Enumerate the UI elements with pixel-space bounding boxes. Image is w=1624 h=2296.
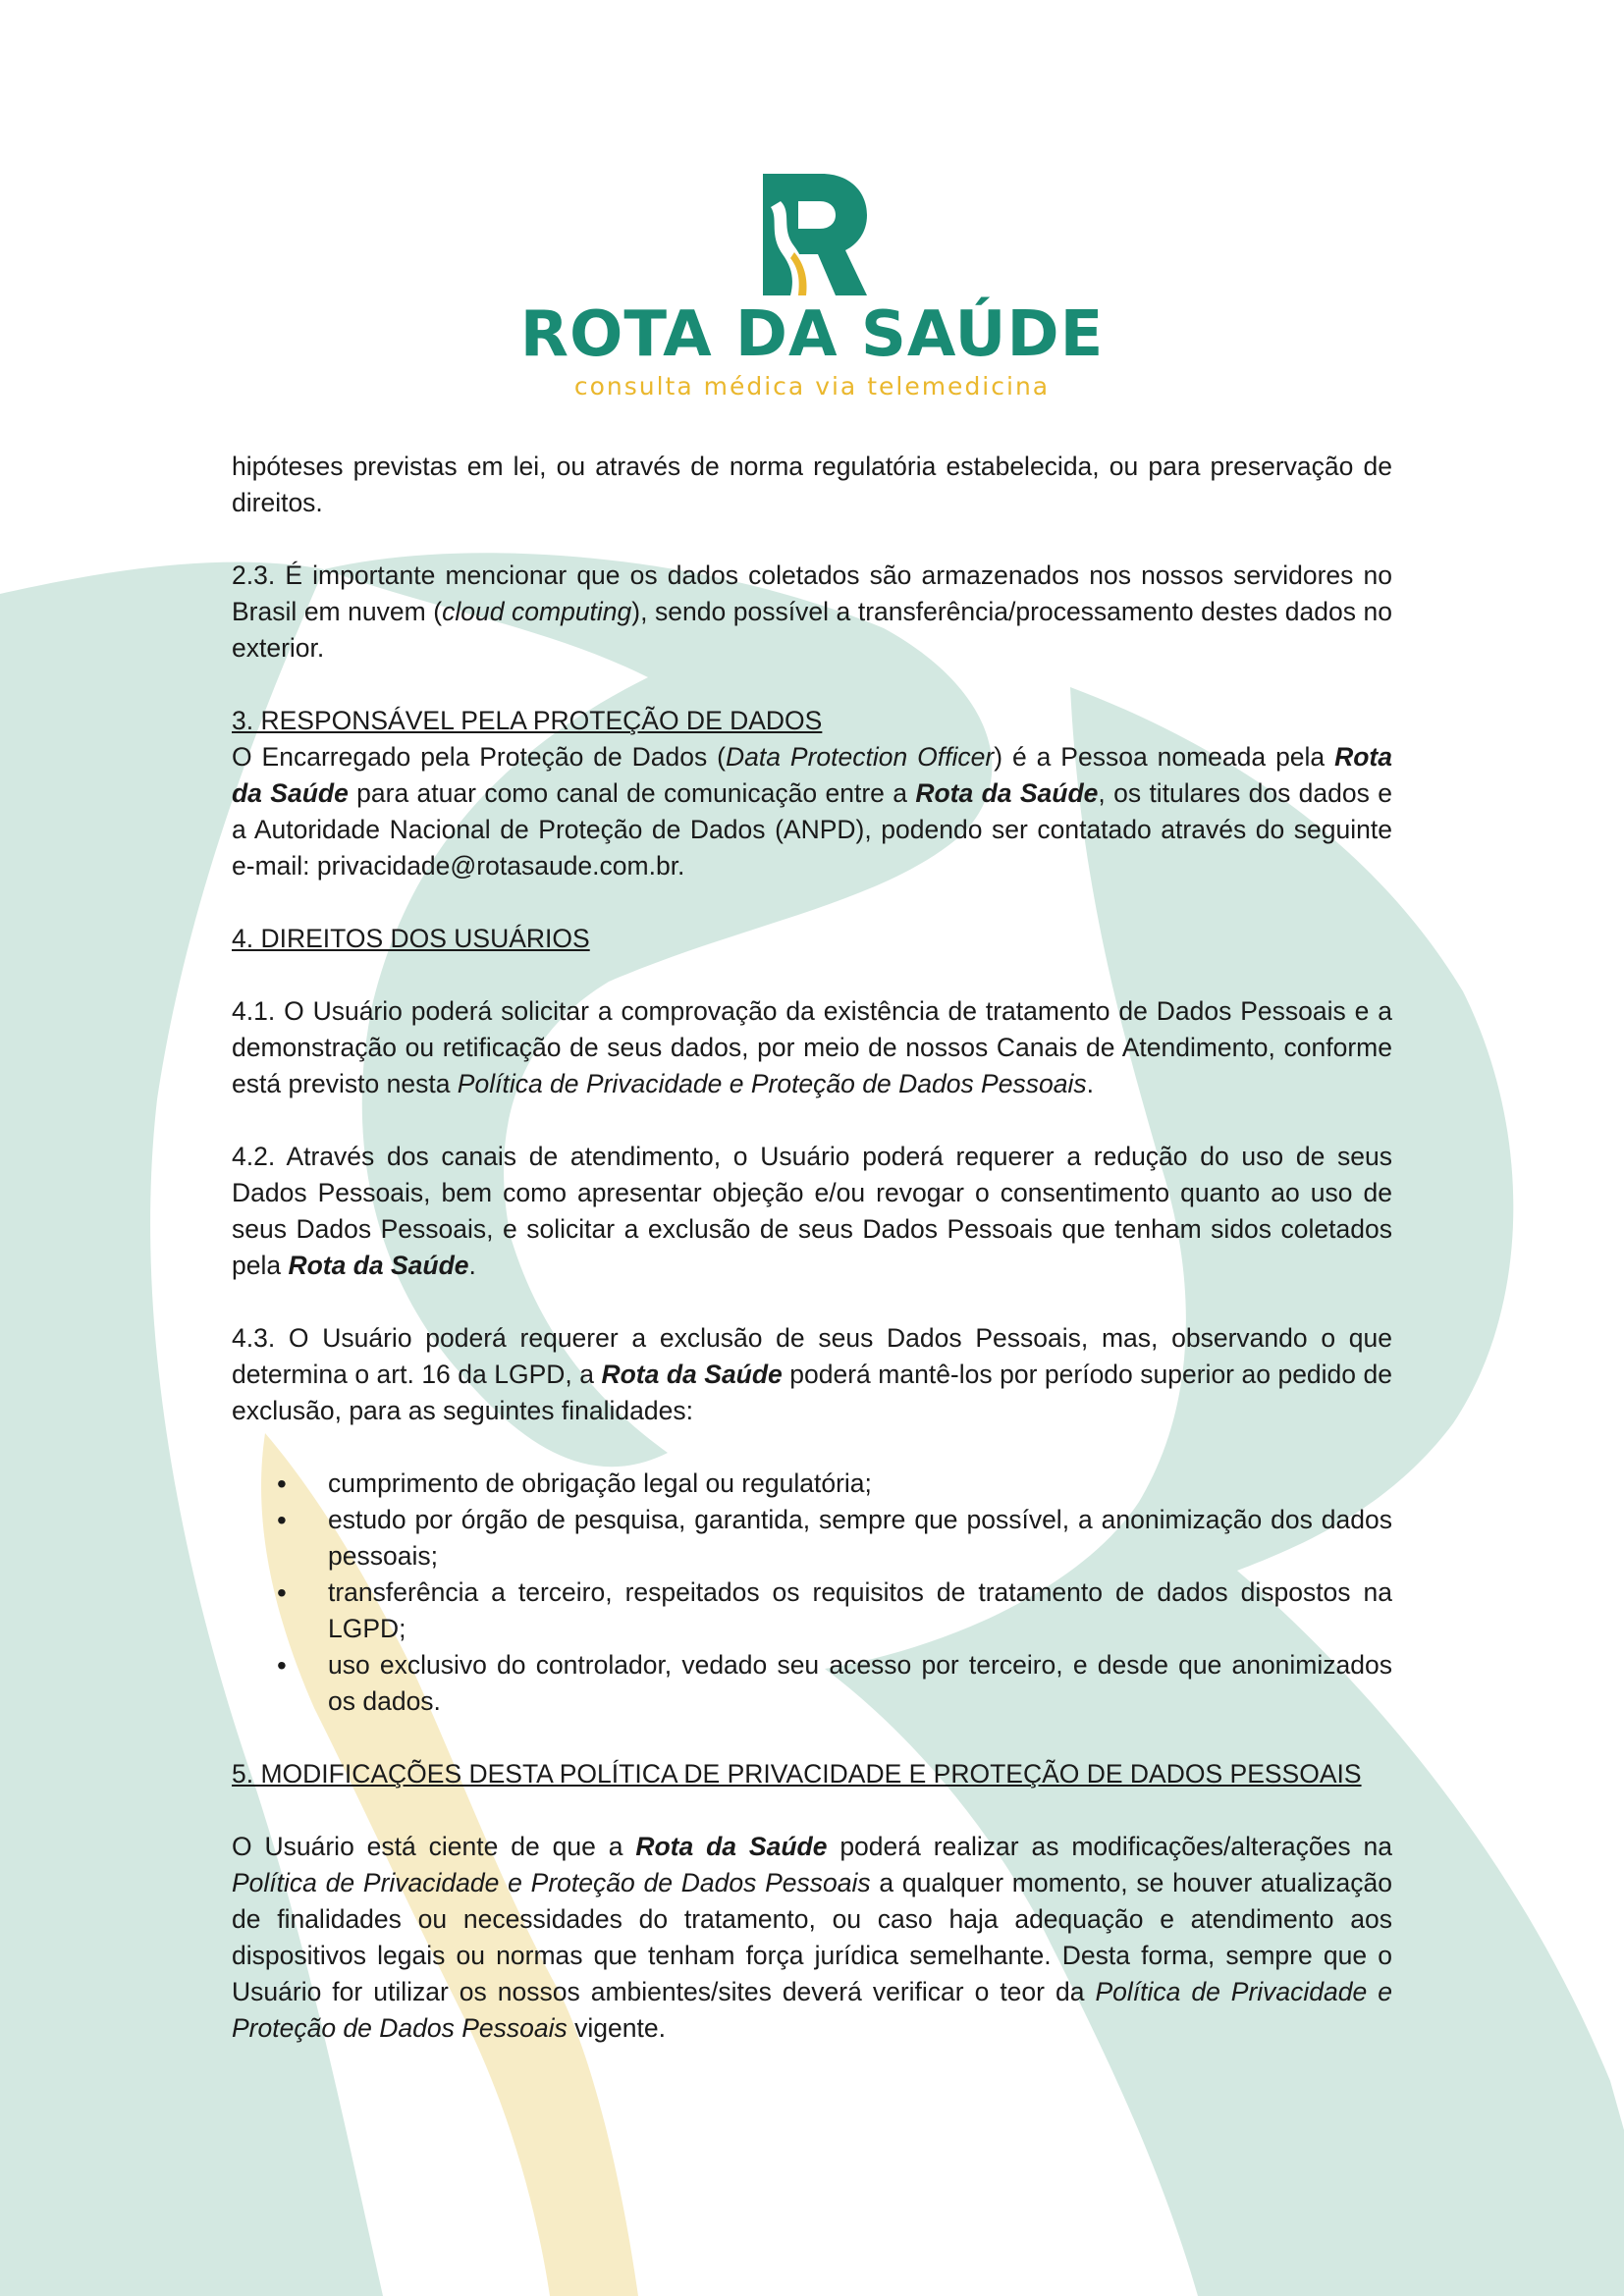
logo-tagline: consulta médica via telemedicina bbox=[573, 372, 1051, 400]
paragraph-4-1: 4.1. O Usuário poderá solicitar a comprovação da existência de tratamento de Dados Pessoais e a demonstração ou retificação de seus dados, por meio de nossos Canais de Atendimento, conforme está previsto nesta Política de Privacidade e Proteção de Dados Pessoais. bbox=[232, 996, 1392, 1098]
list-item: • cumprimento de obrigação legal ou regulatória; bbox=[232, 1466, 1392, 1502]
section-4-heading: 4. DIREITOS DOS USUÁRIOS bbox=[232, 924, 590, 953]
section-3-paragraph: O Encarregado pela Proteção de Dados (Data Protection Officer) é a Pessoa nomeada pela Rota da Saúde para atuar como canal de comunicação entre a Rota da Saúde, os titulares dos dados e a Autoridade Nacional de Proteção de Dados (ANPD), podendo ser contatado através do seguinte e-mail: privacidade@rotasaude.com.br. bbox=[232, 742, 1392, 881]
section-3-heading: 3. RESPONSÁVEL PELA PROTEÇÃO DE DADOS bbox=[232, 706, 823, 735]
logo-name: ROTA DA SAÚDE bbox=[519, 298, 1105, 371]
paragraph-4-3: 4.3. O Usuário poderá requerer a exclusão de seus Dados Pessoais, mas, observando o que determina o art. 16 da LGPD, a Rota da Saúde poderá mantê-los por período superior ao pedido de exclusão, para as seguintes finalidades: bbox=[232, 1323, 1392, 1425]
list-item: • estudo por órgão de pesquisa, garantida, sempre que possível, a anonimização dos dados pessoais; bbox=[232, 1502, 1392, 1575]
list-item: • transferência a terceiro, respeitados os requisitos de tratamento de dados dispostos na LGPD; bbox=[232, 1575, 1392, 1647]
paragraph-2-3: 2.3. É importante mencionar que os dados coletados são armazenados nos nossos servidores no Brasil em nuvem (cloud computing), sendo possível a transferência/processamento destes dados no exterior. bbox=[232, 561, 1392, 663]
paragraph-4-2: 4.2. Através dos canais de atendimento, o Usuário poderá requerer a redução do uso de seus Dados Pessoais, bem como apresentar objeção e/ou revogar o consentimento quanto ao uso de seus Dados Pessoais, e solicitar a exclusão de seus Dados Pessoais que tenham sidos coletados pela Rota da Saúde. bbox=[232, 1142, 1392, 1280]
purposes-list bbox=[232, 1466, 1392, 1720]
document-body bbox=[232, 449, 1392, 2047]
logo bbox=[0, 172, 1624, 399]
section-5-heading: 5. MODIFICAÇÕES DESTA POLÍTICA DE PRIVACIDADE E PROTEÇÃO DE DADOS PESSOAIS bbox=[232, 1759, 1362, 1789]
list-item: • uso exclusivo do controlador, vedado seu acesso por terceiro, e desde que anonimizados os dados. bbox=[232, 1647, 1392, 1720]
paragraph-continuation: hipóteses previstas em lei, ou através de norma regulatória estabelecida, ou para preservação de direitos. bbox=[232, 452, 1392, 517]
logo-road-r-icon bbox=[751, 172, 873, 297]
section-5-paragraph: O Usuário está ciente de que a Rota da Saúde poderá realizar as modificações/alterações na Política de Privacidade e Proteção de Dados Pessoais a qualquer momento, se houver atualização de finalidades ou necessidades do tratamento, ou caso haja adequação e atendimento aos dispositivos legais ou normas que tenham força jurídica semelhante. Desta forma, sempre que o Usuário for utilizar os nossos ambientes/sites deverá verificar o teor da Política de Privacidade e Proteção de Dados Pessoais vigente. bbox=[232, 1832, 1392, 2043]
